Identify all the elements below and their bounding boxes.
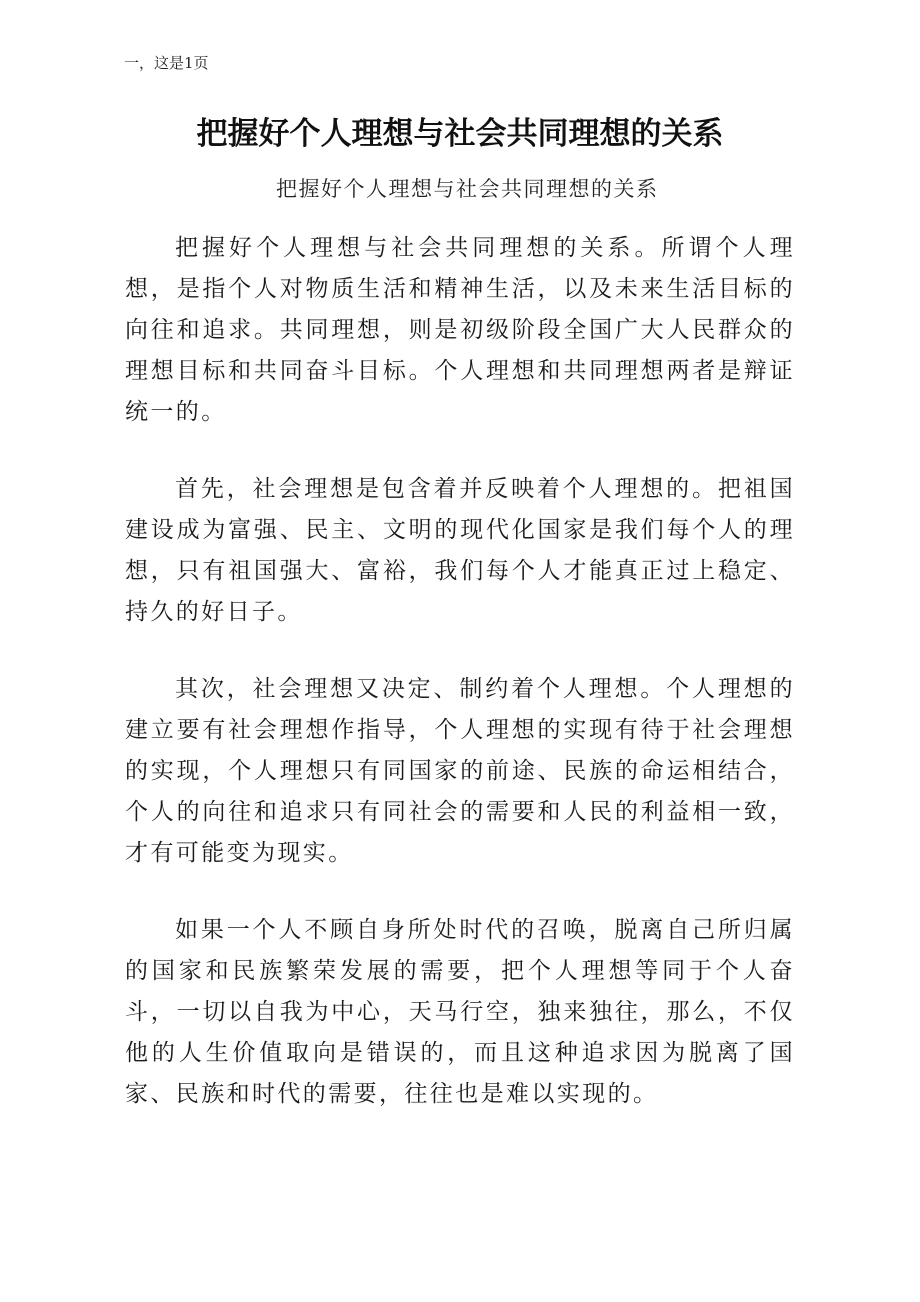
paragraph-conclusion: 如果一个人不顾自身所处时代的召唤，脱离自己所归属的国家和民族繁荣发展的需要，把个人理想等同于个人奋斗，一切以自我为中心，天马行空，独来独往，那么，不仅他的人生价值取向是错误的，而且这种追求因为脱离了国家、民族和时代的需要，往往也是难以实现的。 <box>125 917 795 1107</box>
paragraph-intro: 把握好个人理想与社会共同理想的关系。所谓个人理想，是指个人对物质生活和精神生活，以及未来生活目标的向往和追求。共同理想，则是初级阶段全国广大人民群众的理想目标和共同奋斗目标。个人理想和共同理想两者是辩证统一的。 <box>125 235 795 425</box>
paragraph-first-point: 首先，社会理想是包含着并反映着个人理想的。把祖国建设成为富强、民主、文明的现代化国家是我们每个人的理想，只有祖国强大、富裕，我们每个人才能真正过上稳定、持久的好日子。 <box>125 476 795 625</box>
document-subtitle: 把握好个人理想与社会共同理想的关系 <box>276 177 659 201</box>
paragraph-second-point: 其次，社会理想又决定、制约着个人理想。个人理想的建立要有社会理想作指导，个人理想的实现有待于社会理想的实现，个人理想只有同国家的前途、民族的命运相结合，个人的向往和追求只有同社会的需要和人民的利益相一致，才有可能变为现实。 <box>125 676 795 866</box>
page-header-note: 一，这是1页 <box>124 54 209 72</box>
document-title: 把握好个人理想与社会共同理想的关系 <box>196 116 724 152</box>
document-body <box>125 228 795 1151</box>
